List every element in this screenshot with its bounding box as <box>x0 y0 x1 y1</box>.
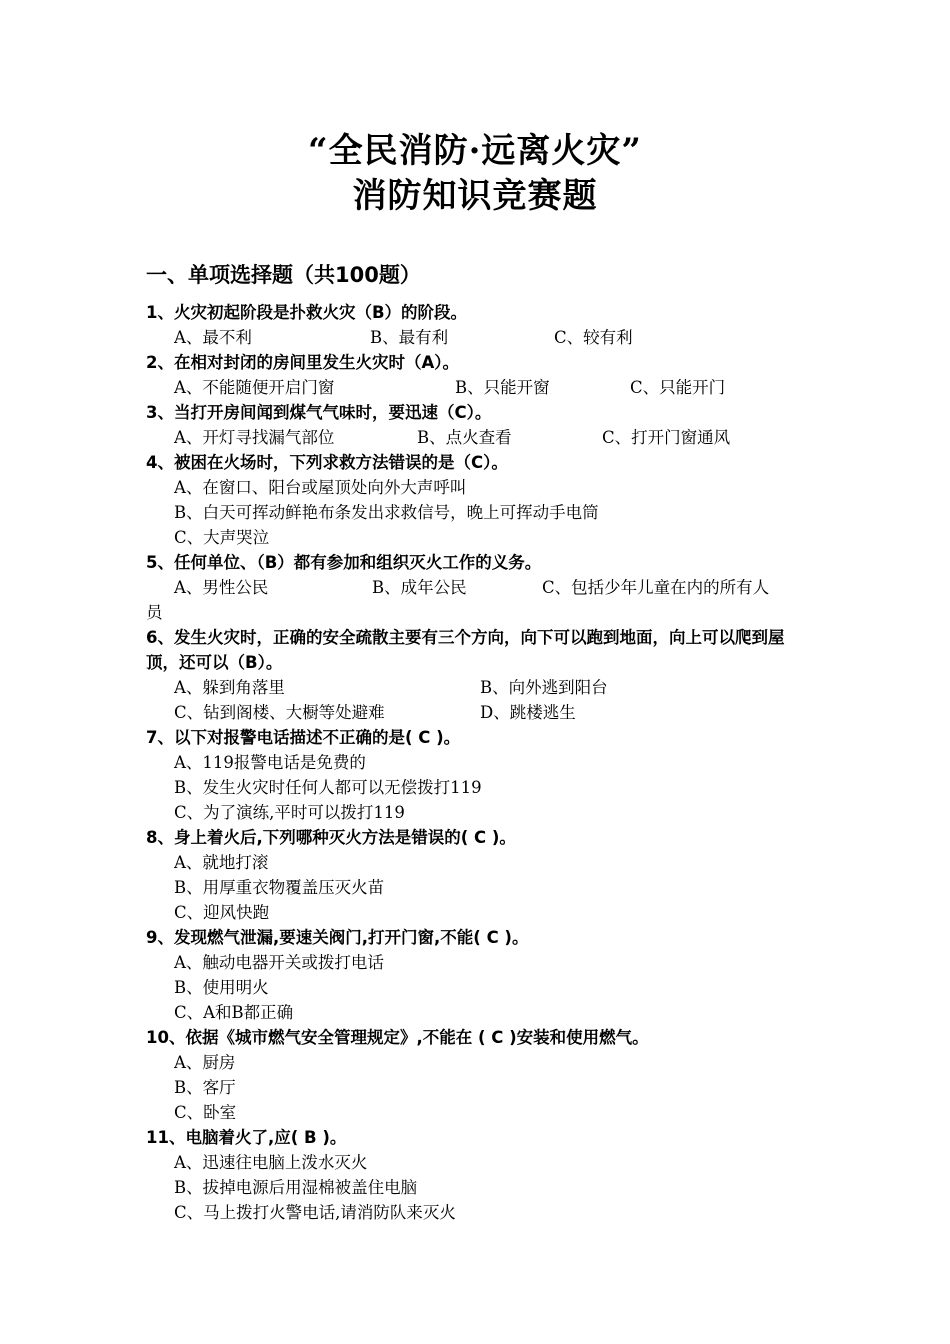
question-7: 7、以下对报警电话描述不正确的是( C )。 <box>146 728 461 747</box>
option-a: A、就地打滚 <box>174 853 269 872</box>
option-c: C、大声哭泣 <box>174 528 270 547</box>
document-title-line2: 消防知识竞赛题 <box>352 176 598 216</box>
question-8: 8、身上着火后,下列哪种灭火方法是错误的( C )。 <box>146 828 516 847</box>
option-a: A、躲到角落里 <box>174 678 285 697</box>
option-c: C、迎风快跑 <box>174 903 270 922</box>
option-b: B、用厚重衣物覆盖压灭火苗 <box>174 878 385 897</box>
option-b: B、点火查看 <box>417 428 512 447</box>
option-a: A、119报警电话是免费的 <box>174 753 366 772</box>
option-d: D、跳楼逃生 <box>480 703 576 722</box>
option-b: B、白天可挥动鲜艳布条发出求救信号，晚上可挥动手电筒 <box>174 503 599 522</box>
question-6-options-row2 <box>146 700 808 725</box>
question-9: 9、发现燃气泄漏,要速关阀门,打开门窗,不能( C )。 <box>146 928 529 947</box>
option-b: B、使用明火 <box>174 978 269 997</box>
question-4: 4、被困在火场时，下列求救方法错误的是（C）。 <box>146 453 508 472</box>
option-c: C、打开门窗通风 <box>602 428 731 447</box>
question-list <box>146 300 808 1225</box>
option-b: B、成年公民 <box>372 578 467 597</box>
option-c: C、为了演练,平时可以拨打119 <box>174 803 405 822</box>
question-3-options <box>146 425 808 450</box>
option-a: A、不能随便开启门窗 <box>174 378 335 397</box>
option-c: C、A和B都正确 <box>174 1003 294 1022</box>
option-b: B、最有利 <box>370 328 449 347</box>
question-1: 1、火灾初起阶段是扑救火灾（B）的阶段。 <box>146 303 468 322</box>
question-10: 10、依据《城市燃气安全管理规定》,不能在 ( C )安装和使用燃气。 <box>146 1028 649 1047</box>
question-1-options <box>146 325 808 350</box>
option-b: B、客厅 <box>174 1078 236 1097</box>
option-b: B、发生火灾时任何人都可以无偿拨打119 <box>174 778 482 797</box>
question-2-options <box>146 375 808 400</box>
option-c-continuation: 员 <box>146 603 163 622</box>
option-a: A、最不利 <box>174 328 252 347</box>
option-c: C、钻到阁楼、大橱等处避难 <box>174 703 385 722</box>
section-heading: 一、单项选择题（共100题） <box>146 263 421 287</box>
option-a: A、男性公民 <box>174 578 269 597</box>
question-5: 5、任何单位、（B）都有参加和组织灭火工作的义务。 <box>146 553 542 572</box>
question-2: 2、在相对封闭的房间里发生火灾时（A）。 <box>146 353 460 372</box>
option-a: A、厨房 <box>174 1053 236 1072</box>
document-title-line1: “全民消防·远离火灾” <box>308 131 642 171</box>
option-c: C、包括少年儿童在内的所有人 <box>542 578 770 597</box>
option-c: C、卧室 <box>174 1103 237 1122</box>
option-c: C、只能开门 <box>630 378 726 397</box>
option-c: C、马上拨打火警电话,请消防队来灭火 <box>174 1203 456 1222</box>
option-b: B、只能开窗 <box>455 378 550 397</box>
question-5-options <box>146 575 808 600</box>
question-11: 11、电脑着火了,应( B )。 <box>146 1128 347 1147</box>
option-a: A、开灯寻找漏气部位 <box>174 428 335 447</box>
option-c: C、较有利 <box>554 328 633 347</box>
option-a: A、触动电器开关或拨打电话 <box>174 953 384 972</box>
option-b: B、向外逃到阳台 <box>480 678 608 697</box>
question-3: 3、当打开房间闻到煤气气味时，要迅速（C）。 <box>146 403 492 422</box>
option-a: A、迅速往电脑上泼水灭火 <box>174 1153 368 1172</box>
option-b: B、拔掉电源后用湿棉被盖住电脑 <box>174 1178 418 1197</box>
option-a: A、在窗口、阳台或屋顶处向外大声呼叫 <box>174 478 467 497</box>
question-6-options-row1 <box>146 675 808 700</box>
question-6: 6、发生火灾时，正确的安全疏散主要有三个方向，向下可以跑到地面，向上可以爬到屋顶，还可以（B）。 <box>146 628 785 672</box>
